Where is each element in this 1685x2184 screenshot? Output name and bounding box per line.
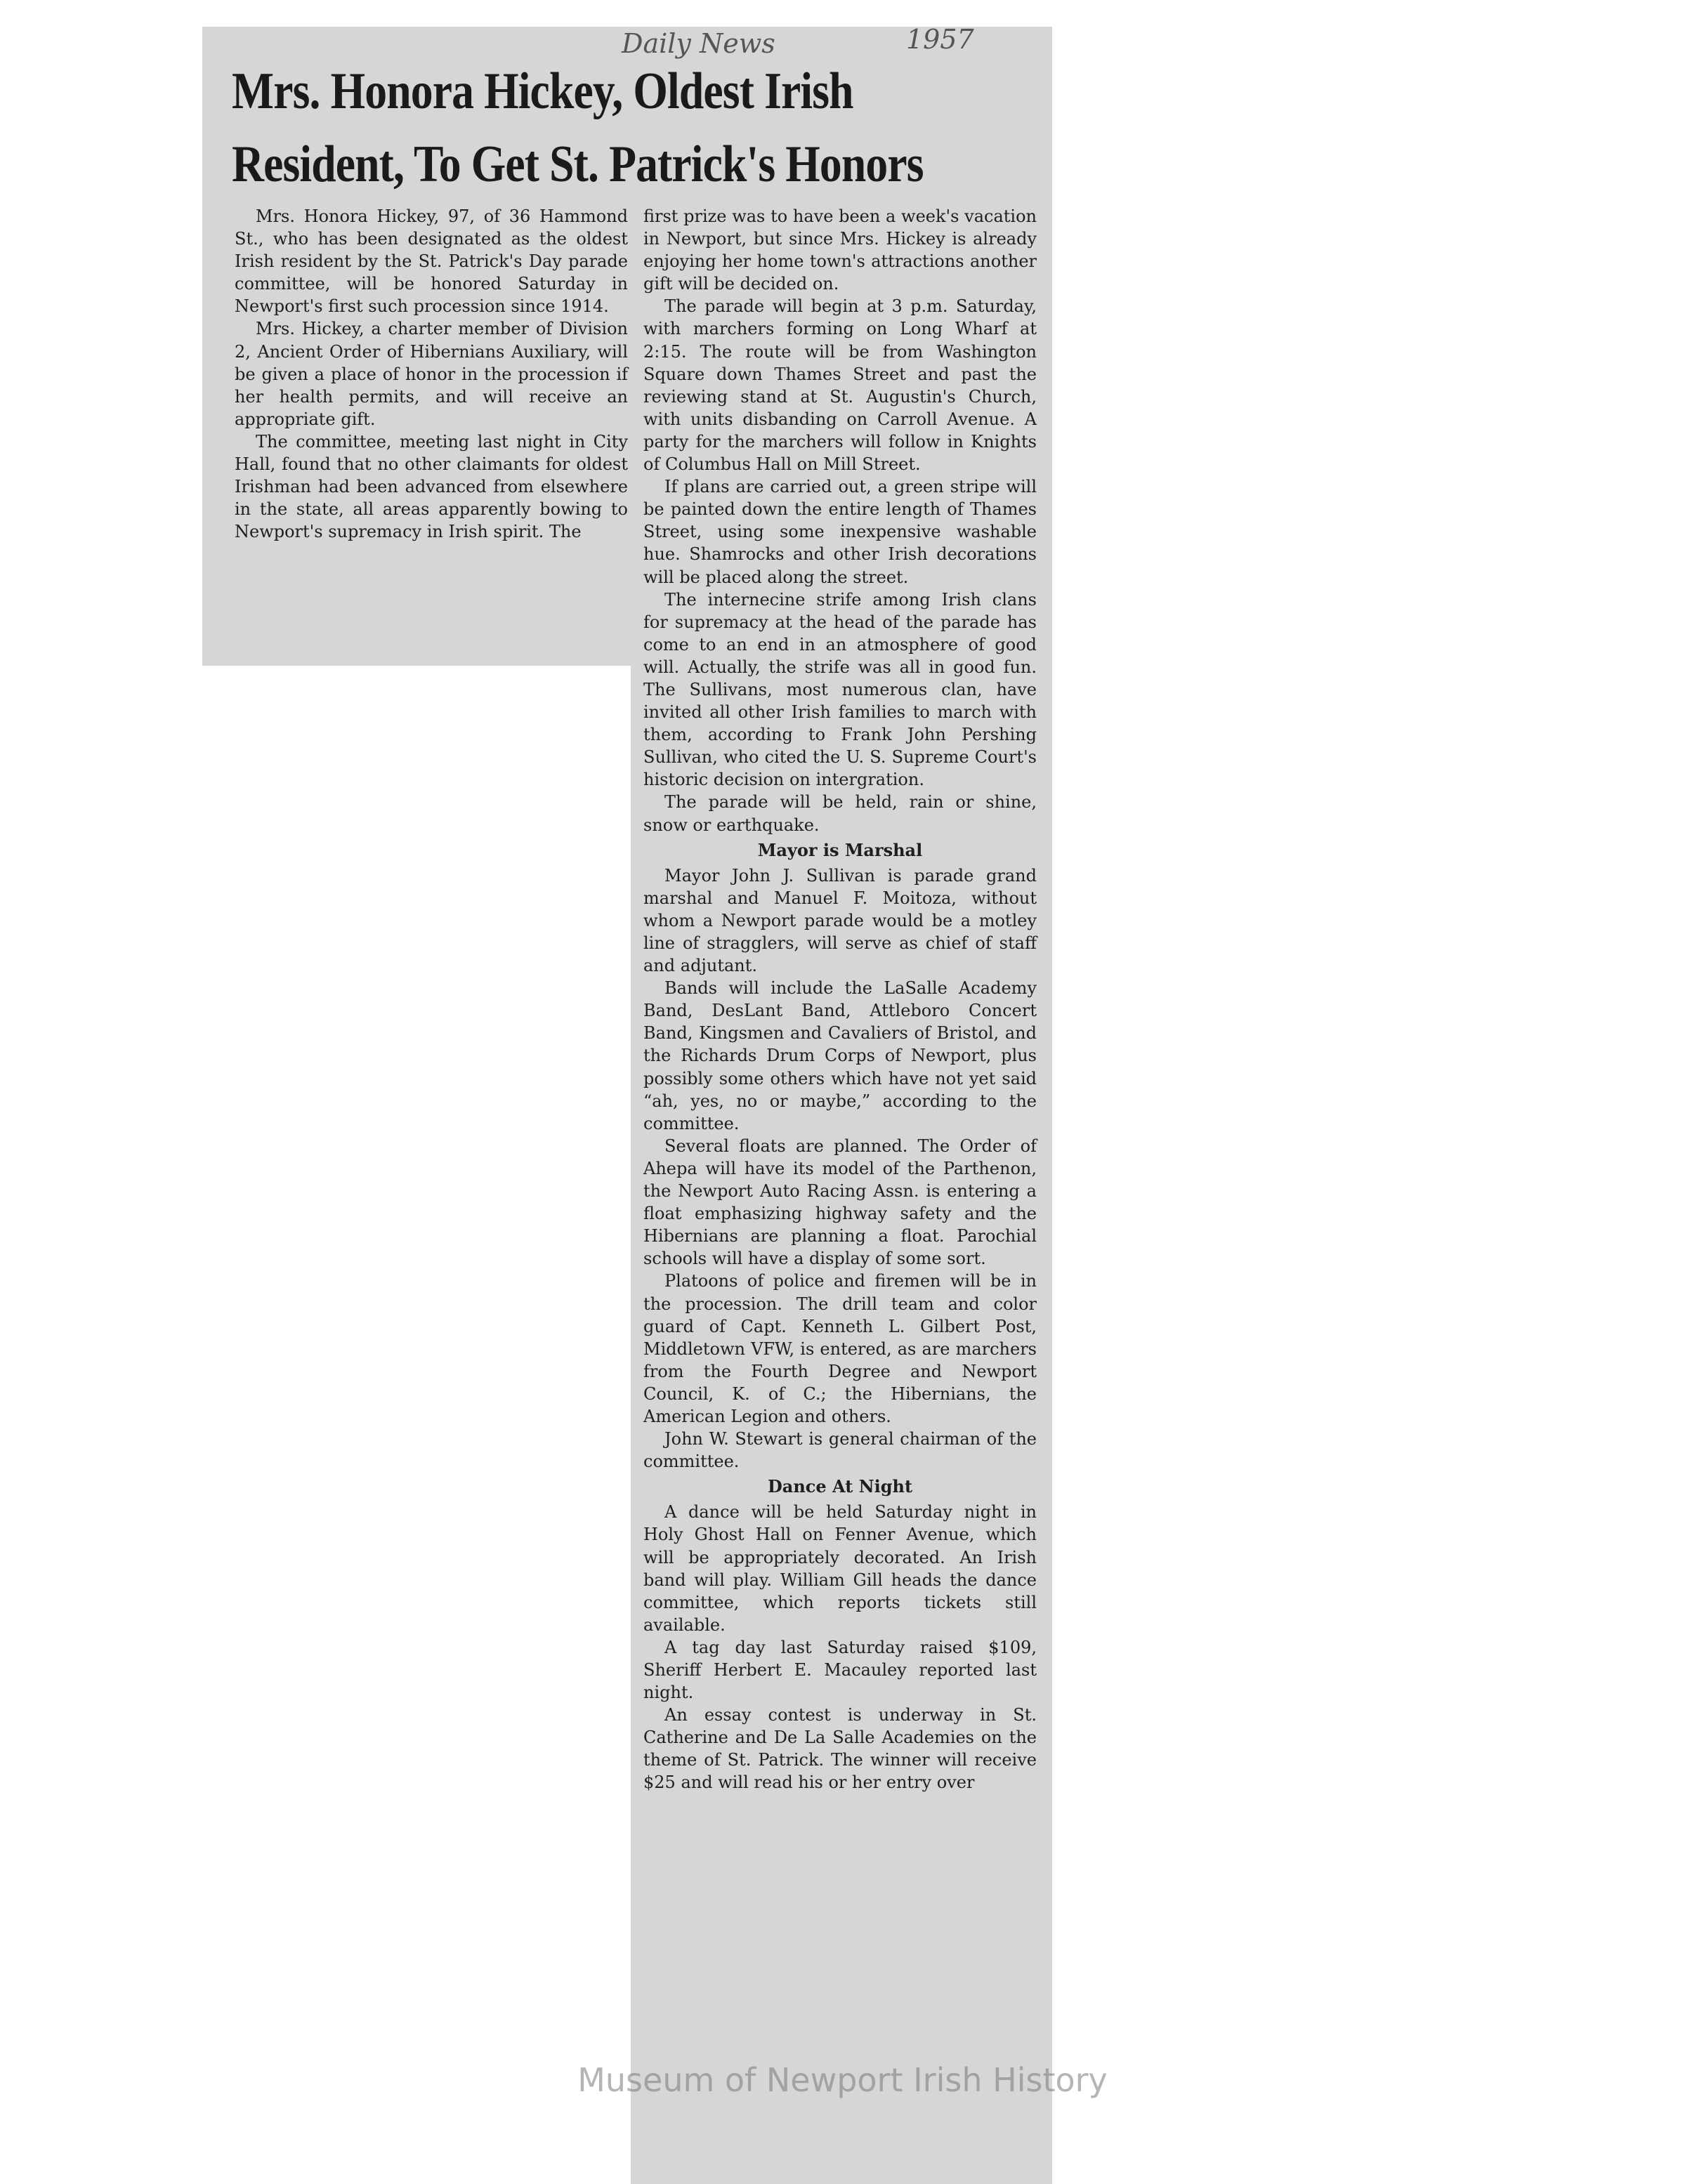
paragraph: Mrs. Hickey, a charter member of Division 2, Ancient Order of Hibernians Auxiliary, will be given a place of honor in the procession if her health permits, and will receive an appropriate gift. [235, 319, 628, 429]
paragraph: Platoons of police and firemen will be in the procession. The drill team and color guard of Capt. Kenneth L. Gilbert Post, Middletown VFW, is entered, as are marchers from the Fourth Degree and Newport Council, K. of C.; the Hibernians, the American Legion and others. [643, 1271, 1037, 1426]
subhead-mayor-is-marshal: Mayor is Marshal [757, 839, 923, 860]
paragraph: John W. Stewart is general chairman of the committee. [643, 1429, 1037, 1472]
museum-watermark: Museum of Newport Irish History [577, 2061, 1108, 2099]
paragraph: The parade will be held, rain or shine, snow or earthquake. [643, 792, 1037, 835]
paragraph: The committee, meeting last night in City Hall, found that no other claimants for oldest Irishman had been advanced from elsewhere in the state, all areas apparently bowing to Newport's supremacy in Irish spirit. The [235, 431, 628, 542]
handwritten-year-note: 1957 [906, 24, 974, 55]
paragraph: Bands will include the LaSalle Academy Band, DesLant Band, Attleboro Concert Band, Kingsmen and Cavaliers of Bristol, and the Richards Drum Corps of Newport, plus possibly some others which have not yet said “ah, yes, no or maybe,” according to the committee. [643, 978, 1037, 1133]
paragraph: An essay contest is underway in St. Catherine and De La Salle Academies on the theme of St. Patrick. The winner will receive $25 and will read his or her entry over [643, 1705, 1037, 1793]
paragraph: A tag day last Saturday raised $109, Sheriff Herbert E. Macauley reported last night. [643, 1637, 1037, 1703]
handwritten-source-note: Daily News [622, 28, 775, 59]
paragraph: Mrs. Honora Hickey, 97, of 36 Hammond St., who has been designated as the oldest Irish resident by the St. Patrick's Day parade committee, will be honored Saturday in Newport's first such procession since 1914. [235, 206, 628, 317]
article-column-1 [235, 205, 628, 543]
paragraph: Several floats are planned. The Order of Ahepa will have its model of the Parthenon, the Newport Auto Racing Assn. is entering a float emphasizing highway safety and the Hibernians are planning a float. Parochial schools will have a display of some sort. [643, 1136, 1037, 1269]
paragraph: A dance will be held Saturday night in Holy Ghost Hall on Fenner Avenue, which will be appropriately decorated. An Irish band will play. William Gill heads the dance committee, which reports tickets still available. [643, 1502, 1037, 1635]
subhead-dance-at-night: Dance At Night [767, 1476, 913, 1497]
paragraph: The internecine strife among Irish clans for supremacy at the head of the parade has come to an end in an atmosphere of good will. Actually, the strife was all in good fun. The Sullivans, most numerous clan, have invited all other Irish families to march with them, according to Frank John Pershing Sullivan, who cited the U. S. Supreme Court's historic decision on intergration. [643, 589, 1037, 790]
paragraph: The parade will begin at 3 p.m. Saturday, with marchers forming on Long Wharf at 2:15. The route will be from Washington Square down Thames Street and past the reviewing stand at St. Augustin's Church, with units disbanding on Carroll Avenue. A party for the marchers will follow in Knights of Columbus Hall on Mill Street. [643, 296, 1037, 475]
paragraph: If plans are carried out, a green stripe will be painted down the entire length of Thames Street, using some inexpensive washable hue. Shamrocks and other Irish decorations will be placed along the street. [643, 477, 1037, 587]
article-headline: Mrs. Honora Hickey, Oldest Irish Resident, To Get St. Patrick's Honors [232, 63, 924, 193]
article-column-2 [643, 205, 1037, 1794]
paragraph: Mayor John J. Sullivan is parade grand marshal and Manuel F. Moitoza, without whom a Newport parade would be a motley line of stragglers, will serve as chief of staff and adjutant. [643, 865, 1037, 976]
paragraph-continuation: first prize was to have been a week's vacation in Newport, but since Mrs. Hickey is already enjoying her home town's attractions another gift will be decided on. [643, 206, 1037, 294]
